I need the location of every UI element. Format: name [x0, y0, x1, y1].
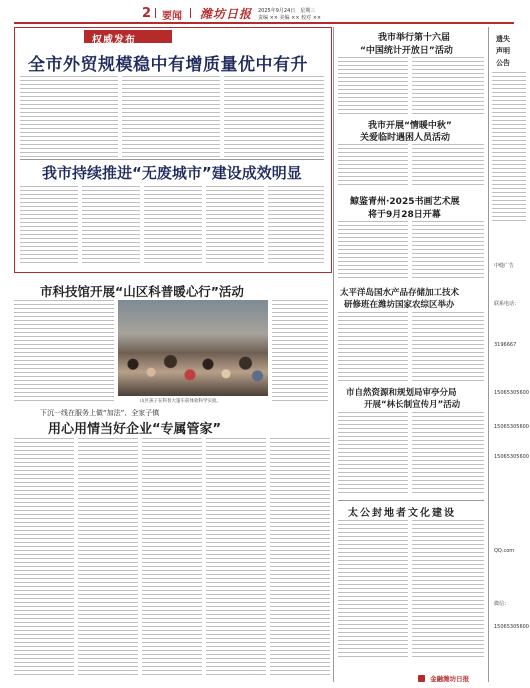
article-3-body-right	[272, 300, 328, 404]
footer-brand-text: 金融潍坊日报	[430, 675, 470, 683]
article-4-body-col1	[14, 438, 74, 678]
brief-3-body-a	[338, 221, 408, 281]
article-3-title: 市科技馆开展“山区科普暖心行”活动	[40, 284, 244, 299]
date-line: 2025年9月24日 星期三	[258, 8, 316, 14]
article-2-body-col3	[144, 186, 202, 266]
brief-1-body-b	[412, 57, 484, 117]
article-2-body-col2	[82, 186, 140, 266]
brief-5-title-l1: 市自然资源和规划局审亭分局	[346, 388, 457, 398]
banner-tag-label: 权威发布	[92, 35, 136, 46]
photo-crowd	[118, 343, 268, 396]
brief-2-body-a	[338, 144, 408, 188]
brief-6-rule	[338, 500, 484, 501]
brief-6-body-b	[412, 520, 484, 660]
brief-3-title-l2: 将于9月28日开幕	[368, 210, 441, 220]
article-1-body-col1	[20, 76, 118, 158]
brief-5-title-l2: 开展“林长制宣传月”活动	[364, 400, 461, 410]
brief-2-title-l1: 我市开展“情暖中秋”	[368, 121, 452, 131]
sidebar-phone-5: 15065305600	[494, 624, 529, 630]
banner-tag	[84, 30, 172, 46]
article-4-body-col3	[142, 438, 202, 678]
brief-4-body-b	[412, 312, 484, 384]
article-4-body-col4	[206, 438, 266, 678]
article-4-body-col5	[270, 438, 330, 678]
article-4-title: 用心用情当好企业“专属管家”	[48, 422, 222, 437]
article-2-title: 我市持续推进“无废城市”建设成效明显	[42, 164, 302, 182]
paper-name: 潍坊日报	[200, 7, 253, 21]
brief-6-title: 太公封地者文化建设	[348, 508, 456, 519]
sidebar-title-3: 公告	[496, 59, 510, 67]
brief-5-body-a	[338, 412, 408, 496]
sidebar-qq: QQ.com	[494, 548, 515, 554]
sidebar-title-2: 声明	[496, 47, 510, 55]
footer-logo-icon	[418, 675, 425, 682]
brief-5-body-b	[412, 412, 484, 496]
brief-3-title-l1: 鲸鉴青州·2025书画艺术展	[350, 197, 460, 207]
sidebar-phone-2: 15065305600	[494, 390, 529, 396]
masthead	[0, 0, 530, 24]
article-2-body-col4	[206, 186, 264, 266]
sidebar-phone-1: 3196667	[494, 342, 517, 348]
article-2-body-col5	[268, 186, 324, 266]
brief-1-body-a	[338, 57, 408, 117]
footer-brand	[418, 668, 469, 687]
article-1-body-col3	[224, 76, 324, 158]
brief-1-title-l1: 我市举行第十六届	[378, 33, 451, 43]
article-1-body-col2	[122, 76, 220, 158]
article-1-title: 全市外贸规模稳中有增质量优中有升	[28, 55, 308, 75]
article-3-body-left	[14, 300, 114, 404]
masthead-rule	[14, 22, 514, 24]
brief-1-title-l2: “中国统计开放日”活动	[360, 46, 453, 56]
section-divider-2	[190, 8, 191, 18]
brief-2-title-l2: 关爱临时遇困人员活动	[360, 133, 451, 143]
article-4-kicker: 下沉一线在服务上做“加法”、全家子镇	[40, 409, 160, 417]
brief-6-body-a	[338, 520, 408, 660]
section-name: 要闻	[162, 11, 182, 22]
section-divider	[155, 8, 156, 18]
sidebar-contact-label: 联系电话：	[494, 301, 520, 307]
sidebar-separator	[488, 27, 489, 682]
article-3-photo	[118, 300, 268, 396]
brief-4-body-a	[338, 312, 408, 384]
brief-2-body-b	[412, 144, 484, 188]
page-number: 2	[142, 6, 152, 21]
editor-line: 责编 ×× 美编 ×× 校对 ××	[258, 15, 322, 21]
sidebar-wechat: 微信：	[494, 601, 510, 607]
article-2-body-col1	[20, 186, 78, 266]
sidebar-notices	[492, 72, 526, 222]
brief-4-title-l1: 太平洋岛国水产品存储加工技术	[340, 288, 460, 298]
column-separator	[333, 27, 334, 682]
sidebar-phone-3: 15065305600	[494, 424, 529, 430]
article-divider	[20, 159, 324, 160]
sidebar-ad-label: 中缝广告	[494, 263, 515, 269]
brief-4-title-l2: 研修班在潍坊国家农综区举办	[344, 300, 455, 310]
sidebar-title-1: 遗失	[496, 35, 510, 43]
article-3-caption: 山区孩子在科普大篷车前体验科学实验。	[140, 399, 221, 404]
brief-3-body-b	[412, 221, 484, 281]
article-4-body-col2	[78, 438, 138, 678]
sidebar-phone-4: 15065305600	[494, 454, 529, 460]
